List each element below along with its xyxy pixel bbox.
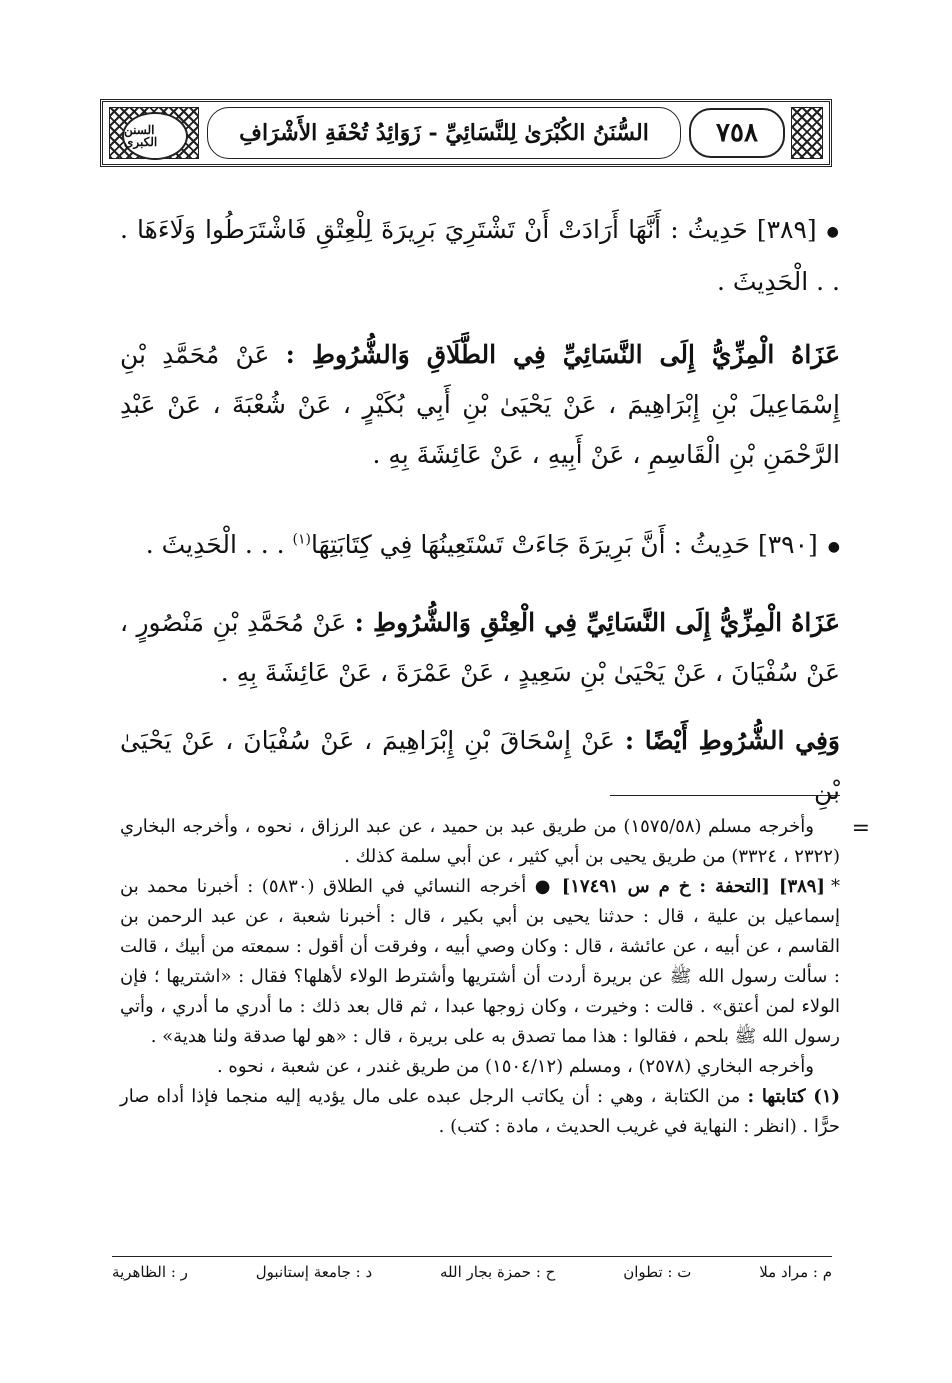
- hadith-389-text: [٣٨٩] حَدِيثُ : أَنَّهَا أَرَادَتْ أَنْ تَشْتَرِيَ بَرِيرَةَ لِلْعِتْقِ فَاشْتَرَطُوا وَلَاءَهَا . . . الْحَدِيثَ .: [120, 215, 840, 296]
- footnote-389-extra: وأخرجه البخاري (٢٥٧٨) ، ومسلم (١٥٠٤/١٢) من طريق غندر ، عن شعبة ، نحوه .: [216, 1056, 814, 1077]
- hadith-390-text: [٣٩٠] حَدِيثُ : أَنَّ بَرِيرَةَ جَاءَتْ تَسْتَعِينُهَا فِي كِتَابَتِهَا: [311, 530, 818, 559]
- running-title: [207, 107, 681, 159]
- hadith-389: [120, 205, 840, 307]
- footnotes: [120, 812, 870, 1142]
- footnote-389: [120, 872, 840, 1052]
- footnote-1-label: (١) كتابتها :: [747, 1086, 841, 1107]
- page-number: [689, 108, 785, 158]
- manuscript-legend: [112, 1263, 832, 1291]
- footnote-389-ref: [٣٨٩] [التحفة : خ م س ١٧٤٩١]: [561, 876, 825, 897]
- star-icon: *: [831, 876, 840, 897]
- footnote-1-text: من الكتابة ، وهي : أن يكاتب الرجل عبده على مال يؤديه إليه منجما فإذا أداه صار حرًّا . (انظر : النهاية في غريب الحديث ، مادة : كتب) .: [120, 1086, 840, 1137]
- shurut-chain: عَنْ إِسْحَاقَ بْنِ إِبْرَاهِيمَ ، عَنْ سُفْيَانَ ، عَنْ يَحْيَىٰ بْنِ: [120, 726, 840, 805]
- attribution-389-chain: عَنْ مُحَمَّدِ بْنِ إِسْمَاعِيلَ بْنِ إِبْرَاهِيمَ ، عَنْ يَحْيَىٰ بْنِ أَبِي بُكَيْرٍ ، عَنْ شُعْبَةَ ، عَنْ عَبْدِ الرَّحْمَنِ بْنِ الْقَاسِمِ ، عَنْ أَبِيهِ ، عَنْ عَائِشَةَ بِهِ .: [120, 340, 840, 469]
- shurut-heading: وَفِي الشُّرُوطِ أَيْضًا :: [624, 726, 840, 755]
- footnote-continued: وأخرجه مسلم (١٥٧٥/٥٨) من طريق عبد بن حميد ، عن عبد الرزاق ، نحوه ، وأخرجه البخاري (٢٣٢٢ ، ٣٣٢٤) من طريق يحيى بن أبي كثير ، عن أبي سلمة كذلك .: [120, 816, 840, 867]
- continuation-mark: =: [851, 816, 870, 841]
- legend-item: ر : الظاهرية: [112, 1263, 188, 1281]
- legend-item: د : جامعة إستانبول: [255, 1263, 373, 1281]
- hadith-390: [120, 520, 840, 572]
- page-number-text: ٧٥٨: [716, 118, 758, 148]
- footnote-ref-1[interactable]: (١): [292, 531, 312, 548]
- attribution-390-chain: عَنْ مُحَمَّدِ بْنِ مَنْصُورٍ ، عَنْ سُفْيَانَ ، عَنْ يَحْيَىٰ بْنِ سَعِيدٍ ، عَنْ عَمْرَةَ ، عَنْ عَائِشَةَ بِهِ .: [120, 608, 840, 687]
- legend-item: ت : تطوان: [623, 1263, 692, 1281]
- ornament-right: [791, 107, 823, 159]
- legend-item: م : مراد ملا: [759, 1263, 832, 1281]
- legend-separator: [112, 1256, 832, 1257]
- footnote-separator: [610, 795, 840, 796]
- header-banner: [100, 99, 832, 167]
- attribution-390: [120, 598, 840, 698]
- footnote-389-text: ● أخرجه النسائي في الطلاق (٥٨٣٠) : أخبرنا محمد بن إسماعيل بن علية ، قال : حدثنا يحيى بن أبي بكير ، قال : أخبرنا شعبة ، عن عبد الرحمن بن القاسم ، عن أبيه ، عن عائشة ، قال : وكان وصي أبيه ، وفرقت أن أقول : سمعته من أبيك ، قالت : سألت رسول الله ﷺ عن بريرة أردت أن أشتريها وأشترط الولاء لأهلها؟ فقال : «اشتريها ؛ فإن الولاء لمن أعتق» . قالت : وخيرت ، وكان زوجها عبدا ، ثم قال بعد ذلك : ما أدري ما أدري ، وأتي رسول الله ﷺ بلحم ، فقالوا : هذا مما تصدق به على بريرة ، قال : «هو لها صدقة ولنا هدية» .: [120, 876, 840, 1047]
- footnote-1: [120, 1082, 840, 1142]
- attribution-390-heading: عَزَاهُ الْمِزِّيُّ إِلَى النَّسَائِيِّ فِي الْعِتْقِ وَالشُّرُوطِ :: [354, 608, 840, 637]
- logo-text: السنن الكبرى: [124, 123, 158, 149]
- attribution-389: [120, 330, 840, 480]
- ornament-left: [109, 107, 199, 159]
- attribution-389-heading: عَزَاهُ الْمِزِّيُّ إِلَى النَّسَائِيِّ فِي الطَّلَاقِ وَالشُّرُوطِ :: [285, 340, 840, 369]
- book-logo: [122, 112, 188, 160]
- bullet-icon: [818, 530, 840, 559]
- bullet-icon: [817, 215, 840, 244]
- attribution-390-shurut: [120, 716, 840, 816]
- legend-item: ح : حمزة بجار الله: [440, 1263, 556, 1281]
- running-title-text: السُّنَنُ الكُبْرَىٰ لِلنَّسَائِيِّ - زَوَائِدُ تُحْفَةِ الأَشْرَافِ: [239, 120, 649, 146]
- hadith-390-text-end: . . . الْحَدِيثَ .: [145, 530, 293, 559]
